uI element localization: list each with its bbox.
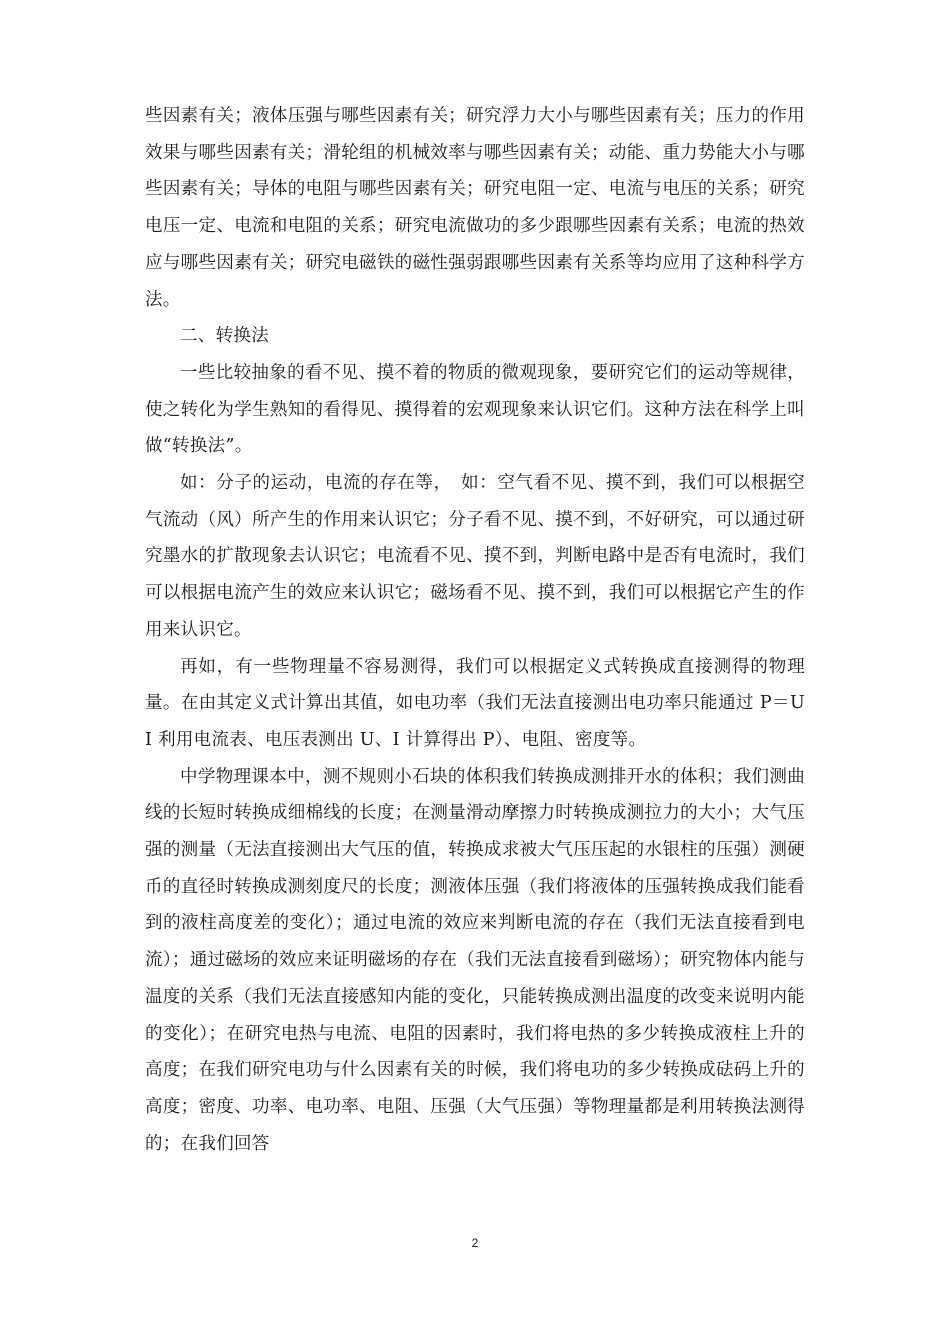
document-body (145, 98, 805, 1162)
paragraph-continuation: 些因素有关；液体压强与哪些因素有关；研究浮力大小与哪些因素有关；压力的作用效果与哪些因素有关；滑轮组的机械效率与哪些因素有关；动能、重力势能大小与哪些因素有关；导体的电阻与哪些因素有关；研究电阻一定、电流与电压的关系；研究电压一定、电流和电阻的关系；研究电流做功的多少跟哪些因素有关系；电流的热效应与哪些因素有关；研究电磁铁的磁性强弱跟哪些因素有关系等均应用了这种科学方法。 (145, 106, 805, 310)
page-number: 2 (471, 1236, 479, 1250)
paragraph-measurement: 再如，有一些物理量不容易测得，我们可以根据定义式转换成直接测得的物理量。在由其定义式计算出其值，如电功率（我们无法直接测出电功率只能通过 P＝UI 利用电流表、电压表测出 U、I 计算得出 P）、电阻、密度等。 (145, 656, 805, 750)
section-heading: 二、转换法 (180, 326, 269, 347)
paragraph-textbook: 中学物理课本中，测不规则小石块的体积我们转换成测排开水的体积；我们测曲线的长短时转换成细棉线的长度；在测量滑动摩擦力时转换成测拉力的大小；大气压强的测量（无法直接测出大气压的值，转换成求被大气压压起的水银柱的压强）测硬币的直径时转换成测刻度尺的长度；测液体压强（我们将液体的压强转换成我们能看到的液柱高度差的变化）；通过电流的效应来判断电流的存在（我们无法直接看到电流）；通过磁场的效应来证明磁场的存在（我们无法直接看到磁场）；研究物体内能与温度的关系（我们无法直接感知内能的变化，只能转换成测出温度的改变来说明内能的变化）；在研究电热与电流、电阻的因素时，我们将电热的多少转换成液柱上升的高度；在我们研究电功与什么因素有关的时候，我们将电功的多少转换成砝码上升的高度；密度、功率、电功率、电阻、压强（大气压强）等物理量都是利用转换法测得的；在我们回答 (145, 766, 805, 1154)
paragraph-examples: 如：分子的运动，电流的存在等， 如：空气看不见、摸不到，我们可以根据空气流动（风）所产生的作用来认识它；分子看不见、摸不到，不好研究，可以通过研究墨水的扩散现象去认识它；电流看不见、摸不到，判断电路中是否有电流时，我们可以根据电流产生的效应来认识它；磁场看不见、摸不到，我们可以根据它产生的作用来认识它。 (145, 473, 805, 640)
paragraph-definition: 一些比较抽象的看不见、摸不着的物质的微观现象，要研究它们的运动等规律，使之转化为学生熟知的看得见、摸得着的宏观现象来认识它们。这种方法在科学上叫做“转换法”。 (145, 362, 805, 457)
